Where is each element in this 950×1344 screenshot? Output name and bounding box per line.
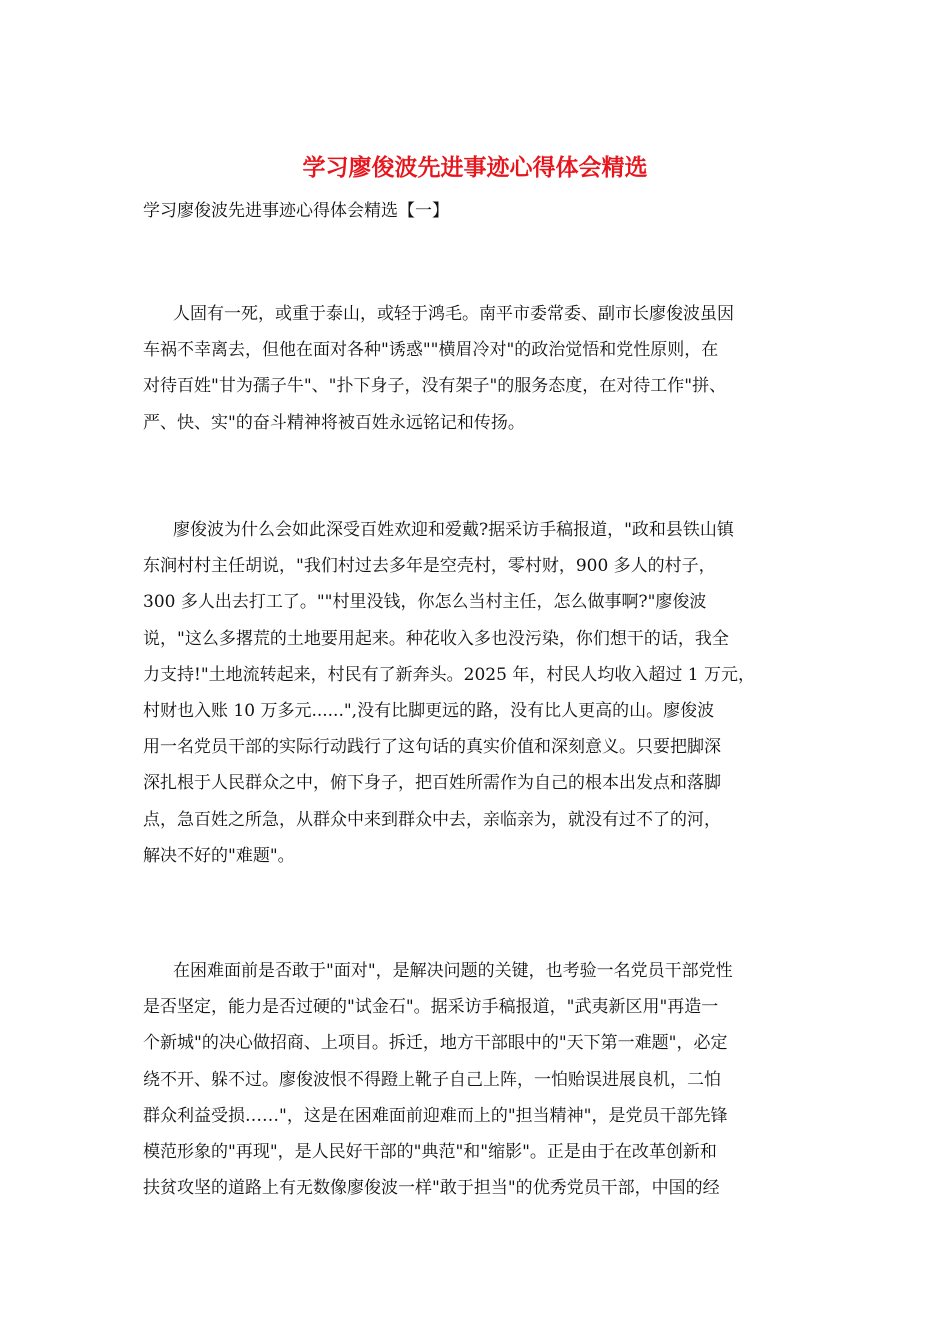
text-line: 深扎根于人民群众之中，俯下身子，把百姓所需作为自己的根本出发点和落脚 bbox=[143, 773, 721, 794]
text-line: 300 多人出去打工了。""村里没钱，你怎么当村主任，怎么做事啊?"廖俊波 bbox=[143, 592, 707, 613]
text-line: 是否坚定，能力是否过硬的"试金石"。据采访手稿报道，"武夷新区用"再造一 bbox=[143, 997, 719, 1018]
text-line: 扶贫攻坚的道路上有无数像廖俊波一样"敢于担当"的优秀党员干部，中国的经 bbox=[143, 1178, 720, 1199]
text-line: 人固有一死，或重于泰山，或轻于鸿毛。南平市委常委、副市长廖俊波虽因 bbox=[173, 304, 734, 324]
text-line: 解决不好的"难题"。 bbox=[143, 845, 295, 866]
document-title: 学习廖俊波先进事迹心得体会精选 bbox=[302, 154, 648, 181]
paragraph-1 bbox=[143, 296, 808, 441]
paragraph-3 bbox=[143, 953, 808, 1206]
text-line: 点，急百姓之所急，从群众中来到群众中去，亲临亲为，就没有过不了的河， bbox=[143, 809, 721, 830]
document-subtitle: 学习廖俊波先进事迹心得体会精选【一】 bbox=[143, 201, 449, 221]
text-line: 群众利益受损……"，这是在困难面前迎难而上的"担当精神"，是党员干部先锋 bbox=[143, 1105, 728, 1126]
text-line: 车祸不幸离去，但他在面对各种"诱惑""横眉冷对"的政治觉悟和党性原则，在 bbox=[143, 340, 719, 361]
text-line: 村财也入账 10 万多元......",没有比脚更远的路，没有比人更高的山。廖俊波 bbox=[143, 700, 715, 721]
text-line: 廖俊波为什么会如此深受百姓欢迎和爱戴?据采访手稿报道，"政和县铁山镇 bbox=[173, 520, 734, 540]
text-line: 模范形象的"再现"，是人民好干部的"典范"和"缩影"。正是由于在改革创新和 bbox=[143, 1141, 717, 1162]
text-line: 用一名党员干部的实际行动践行了这句话的真实价值和深刻意义。只要把脚深 bbox=[143, 737, 721, 758]
text-line: 个新城"的决心做招商、上项目。拆迁，地方干部眼中的"天下第一难题"，必定 bbox=[143, 1033, 728, 1054]
text-line: 对待百姓"甘为孺子牛"、"扑下身子，没有架子"的服务态度，在对待工作"拼、 bbox=[143, 376, 727, 397]
text-line: 严、快、实"的奋斗精神将被百姓永远铭记和传扬。 bbox=[143, 412, 525, 433]
text-line: 力支持!"土地流转起来，村民有了新奔头。2025 年，村民人均收入超过 1 万元， bbox=[143, 664, 755, 685]
text-line: 在困难面前是否敢于"面对"，是解决问题的关键，也考验一名党员干部党性 bbox=[173, 961, 733, 981]
text-line: 绕不开、躲不过。廖俊波恨不得蹬上靴子自己上阵，一怕贻误进展良机，二怕 bbox=[143, 1069, 721, 1090]
paragraph-2 bbox=[143, 512, 808, 874]
text-line: 说，"这么多撂荒的土地要用起来。种花收入多也没污染，你们想干的话，我全 bbox=[143, 628, 729, 649]
text-line: 东涧村村主任胡说，"我们村过去多年是空壳村，零村财，900 多人的村子， bbox=[143, 556, 716, 577]
